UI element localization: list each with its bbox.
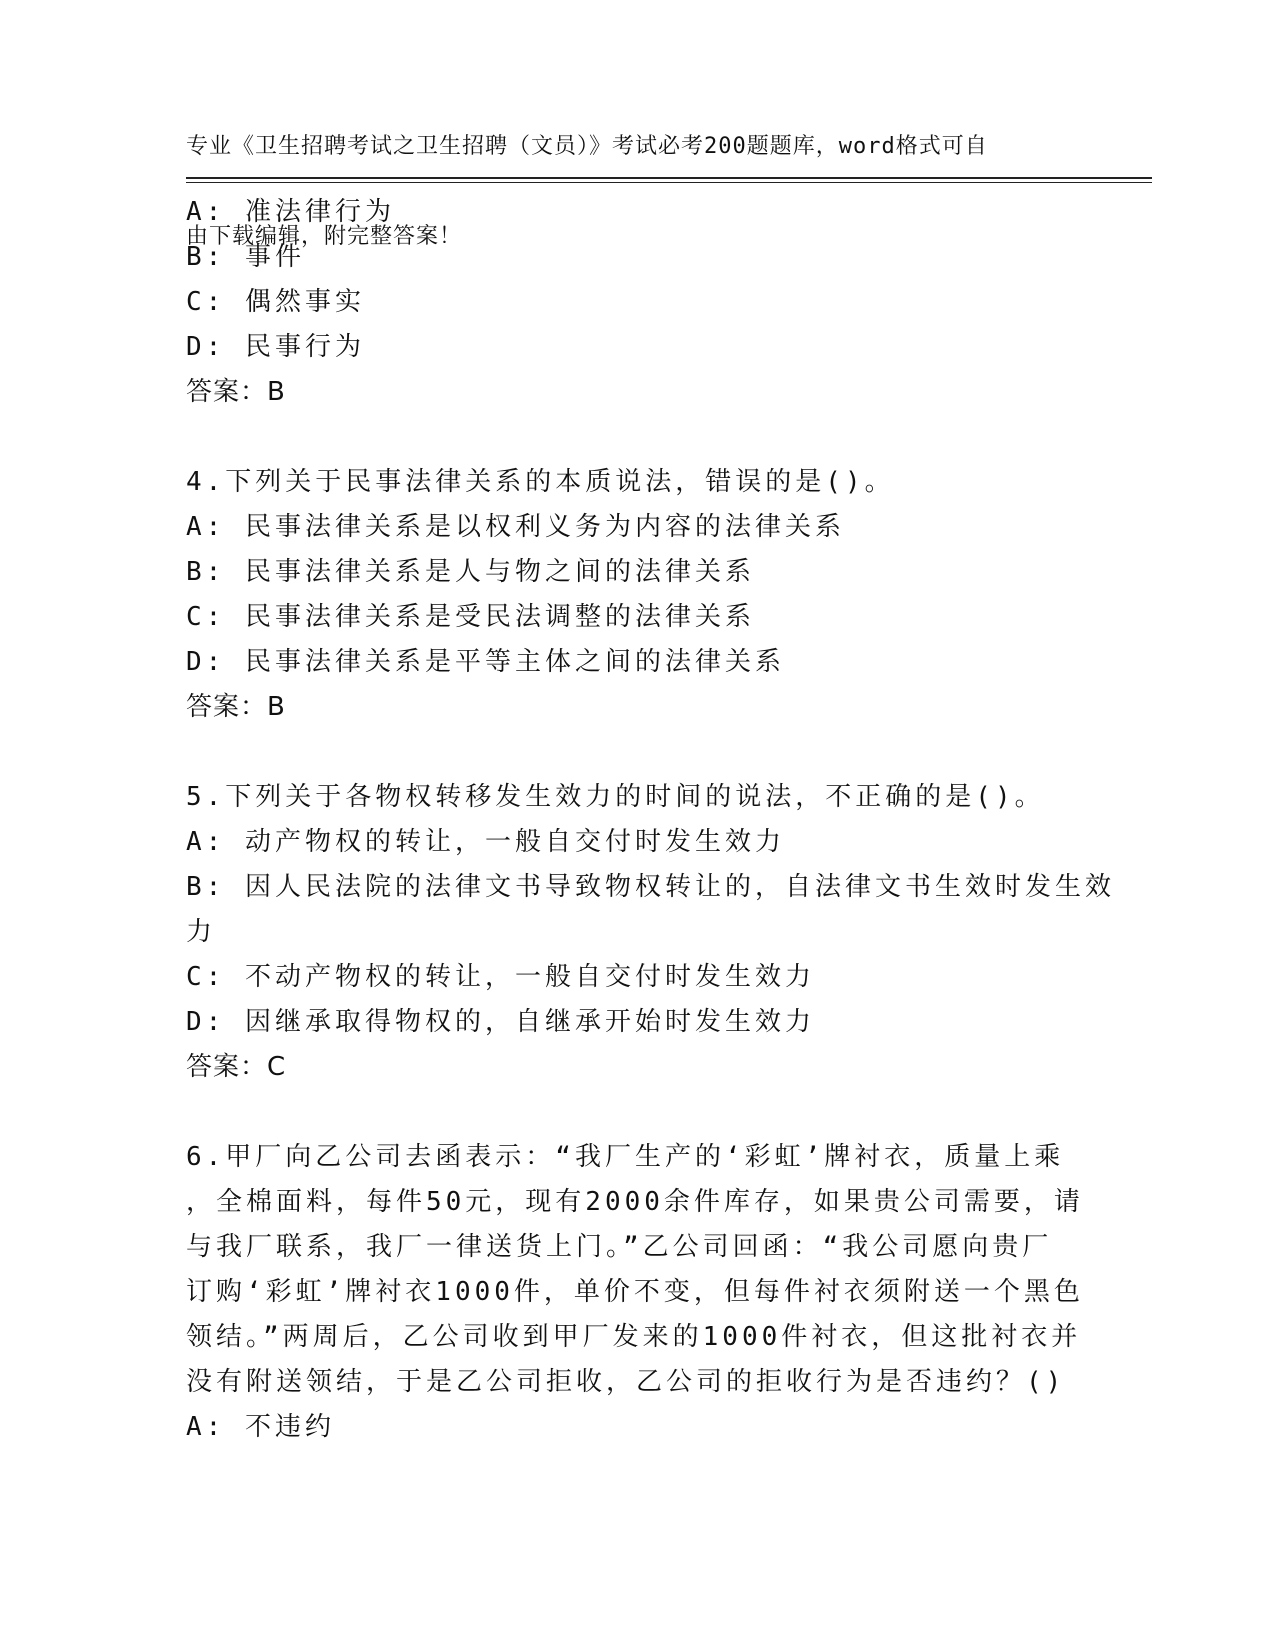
- q3-option-a: A: 准法律行为: [186, 197, 395, 227]
- spacer: [186, 730, 1086, 775]
- q4-option-d: D: 民事法律关系是平等主体之间的法律关系: [186, 647, 785, 677]
- q6-stem-line1: 6.甲厂向乙公司去函表示：“我厂生产的‘彩虹’牌衬衣，质量上乘: [186, 1142, 1065, 1172]
- q5-answer: 答案：C: [186, 1052, 287, 1082]
- question-4: [186, 460, 1086, 730]
- q6-stem-line5: 领结。”两周后，乙公司收到甲厂发来的1000件衬衣，但这批衬衣并: [186, 1322, 1082, 1352]
- q6-stem-line4: 订购‘彩虹’牌衬衣1000件，单价不变，但每件衬衣须附送一个黑色: [186, 1277, 1084, 1307]
- q6-option-a: A: 不违约: [186, 1412, 335, 1442]
- q5-option-c: C: 不动产物权的转让，一般自交付时发生效力: [186, 962, 815, 992]
- q3-option-b: B: 事件: [186, 242, 305, 272]
- q4-option-c: C: 民事法律关系是受民法调整的法律关系: [186, 602, 755, 632]
- q3-answer: 答案：B: [186, 377, 286, 407]
- spacer: [186, 1090, 1086, 1135]
- question-3: [186, 190, 1086, 415]
- q3-option-d: D: 民事行为: [186, 332, 365, 362]
- q4-option-b: B: 民事法律关系是人与物之间的法律关系: [186, 557, 755, 587]
- header-title-line1: 专业《卫生招聘考试之卫生招聘（文员）》考试必考200题题库，word格式可自: [186, 134, 988, 159]
- q4-stem: 4.下列关于民事法律关系的本质说法，错误的是()。: [186, 467, 895, 497]
- q5-option-d: D: 因继承取得物权的，自继承开始时发生效力: [186, 1007, 815, 1037]
- q5-option-a: A: 动产物权的转让，一般自交付时发生效力: [186, 827, 785, 857]
- q5-stem: 5.下列关于各物权转移发生效力的时间的说法，不正确的是()。: [186, 782, 1045, 812]
- question-6: [186, 1135, 1086, 1450]
- header-title-line2: 由下载编辑，附完整答案！: [186, 224, 463, 249]
- header-divider-thin: [186, 182, 1152, 183]
- q5-option-b-line2: 力: [186, 917, 217, 947]
- q5-option-b-line1: B: 因人民法院的法律文书导致物权转让的，自法律文书生效时发生效: [186, 872, 1115, 902]
- q4-option-a: A: 民事法律关系是以权利义务为内容的法律关系: [186, 512, 845, 542]
- header-divider-thick: [186, 177, 1152, 179]
- question-content: [186, 190, 1115, 1450]
- question-5: [186, 775, 1115, 1090]
- q3-option-c: C: 偶然事实: [186, 287, 365, 317]
- q6-stem-line2: ，全棉面料，每件50元，现有2000余件库存，如果贵公司需要，请: [186, 1187, 1084, 1217]
- spacer: [186, 415, 1086, 460]
- q4-answer: 答案：B: [186, 692, 286, 722]
- q6-stem-line3: 与我厂联系，我厂一律送货上门。”乙公司回函：“我公司愿向贵厂: [186, 1232, 1053, 1262]
- q6-stem-line6: 没有附送领结，于是乙公司拒收，乙公司的拒收行为是否违约？(): [186, 1367, 1066, 1397]
